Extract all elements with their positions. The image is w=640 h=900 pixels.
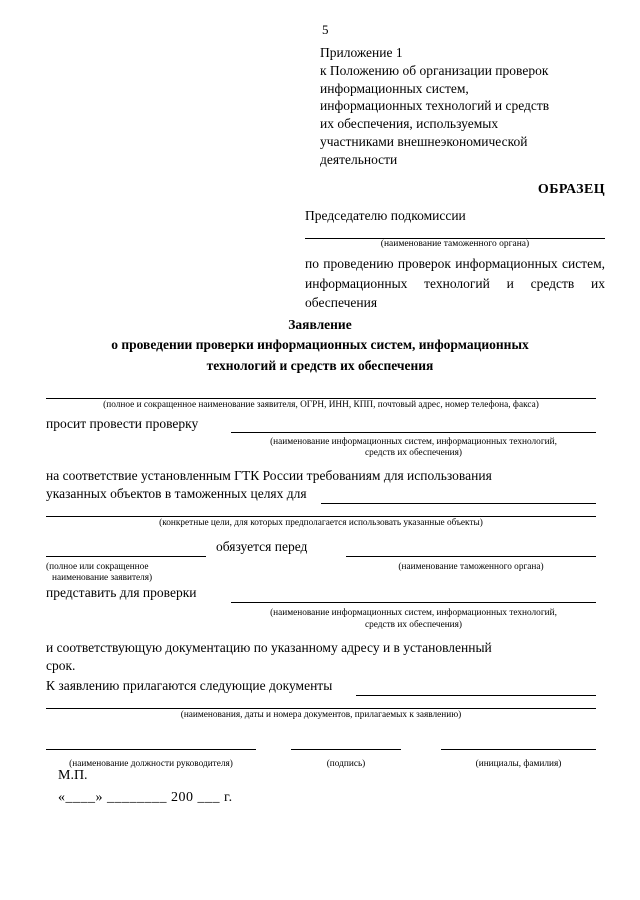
name-fill-line[interactable] (441, 749, 596, 750)
request-label: просит провести проверку (46, 415, 199, 431)
appendix-line-3: информационных систем, (320, 80, 469, 96)
date-placeholder[interactable]: «____» ________ 200 ___ г. (58, 790, 233, 805)
addressee-body-text: по проведению проверок информационных систем, информационных технологий и средств их обеспечения (305, 256, 605, 311)
customs-org-fill-line[interactable] (346, 556, 596, 557)
sample-stamp-label: ОБРАЗЕЦ (537, 182, 605, 197)
position-caption: (наименование должности руководителя) (69, 759, 233, 770)
purposes-fill-line-1[interactable] (321, 503, 596, 504)
position-fill-line[interactable] (46, 749, 256, 750)
applicant-fill-line[interactable] (46, 398, 596, 399)
applicant-short-fill-line[interactable] (46, 556, 206, 557)
applicant-short-caption-2: наименование заявителя) (52, 573, 153, 584)
docs-line-2: срок. (46, 657, 76, 673)
addressee-title: Председателю подкомиссии (305, 208, 466, 223)
appendix-line-6: участниками внешнеэкономической (320, 134, 528, 150)
title-line-3: технологий и средств их обеспечения (206, 357, 434, 373)
attachments-fill-line-2[interactable] (46, 708, 596, 709)
systems-caption-4: средств их обеспечения) (364, 620, 463, 631)
submit-label: представить для проверки (46, 585, 197, 601)
compliance-line-1: на соответствие установленным ГТК России требованиям для использования (46, 467, 492, 483)
addressee-body (305, 254, 605, 313)
compliance-line-2: указанных объектов в таможенных целях для (46, 485, 307, 501)
name-caption: (инициалы, фамилия) (475, 759, 562, 770)
systems-fill-line-2[interactable] (231, 602, 596, 603)
signature-caption: (подпись) (326, 759, 366, 770)
obligation-label: обязуется перед (216, 539, 308, 555)
applicant-caption: (полное и сокращенное наименование заявителя, ОГРН, ИНН, КПП, почтовый адрес, номер телефона, факса) (103, 400, 539, 410)
signature-fill-line[interactable] (291, 749, 401, 750)
systems-caption-1: (наименование информационных систем, информационных технологий, (270, 436, 557, 447)
attachments-fill-line-1[interactable] (356, 695, 596, 696)
title-line-2: о проведении проверки информационных систем, информационных (111, 337, 529, 353)
attachments-caption: (наименования, даты и номера документов, прилагаемых к заявлению) (180, 709, 462, 720)
customs-org-caption: (наименование таможенного органа) (398, 562, 544, 573)
title-line-1: Заявление (288, 317, 352, 332)
attachments-label: К заявлению прилагаются следующие документы (46, 677, 333, 693)
purposes-fill-line-2[interactable] (46, 516, 596, 517)
purposes-caption: (конкретные цели, для которых предполагается использовать указанные объекты) (159, 517, 483, 528)
form-body (46, 398, 596, 777)
page-number: 5 (322, 22, 329, 37)
appendix-line-7: деятельности (320, 151, 398, 167)
appendix-reference-block (320, 44, 620, 169)
appendix-line-5: их обеспечения, используемых (320, 116, 499, 132)
appendix-line-2: к Положению об организации проверок (320, 62, 549, 78)
applicant-short-caption-1: (полное или сокращенное (46, 562, 149, 573)
document-title (0, 315, 640, 376)
seal-placeholder: М.П. (58, 768, 88, 783)
addressee-org-caption: (наименование таможенного органа) (380, 239, 530, 249)
docs-line-1: и соответствующую документацию по указанному адресу и в установленный (46, 639, 492, 655)
systems-fill-line-1[interactable] (231, 432, 596, 433)
systems-caption-2: средств их обеспечения) (364, 448, 463, 459)
appendix-line-4: информационных технологий и средств (320, 98, 550, 114)
systems-caption-3: (наименование информационных систем, информационных технологий, (270, 608, 557, 619)
appendix-line-1: Приложение 1 (320, 45, 403, 60)
